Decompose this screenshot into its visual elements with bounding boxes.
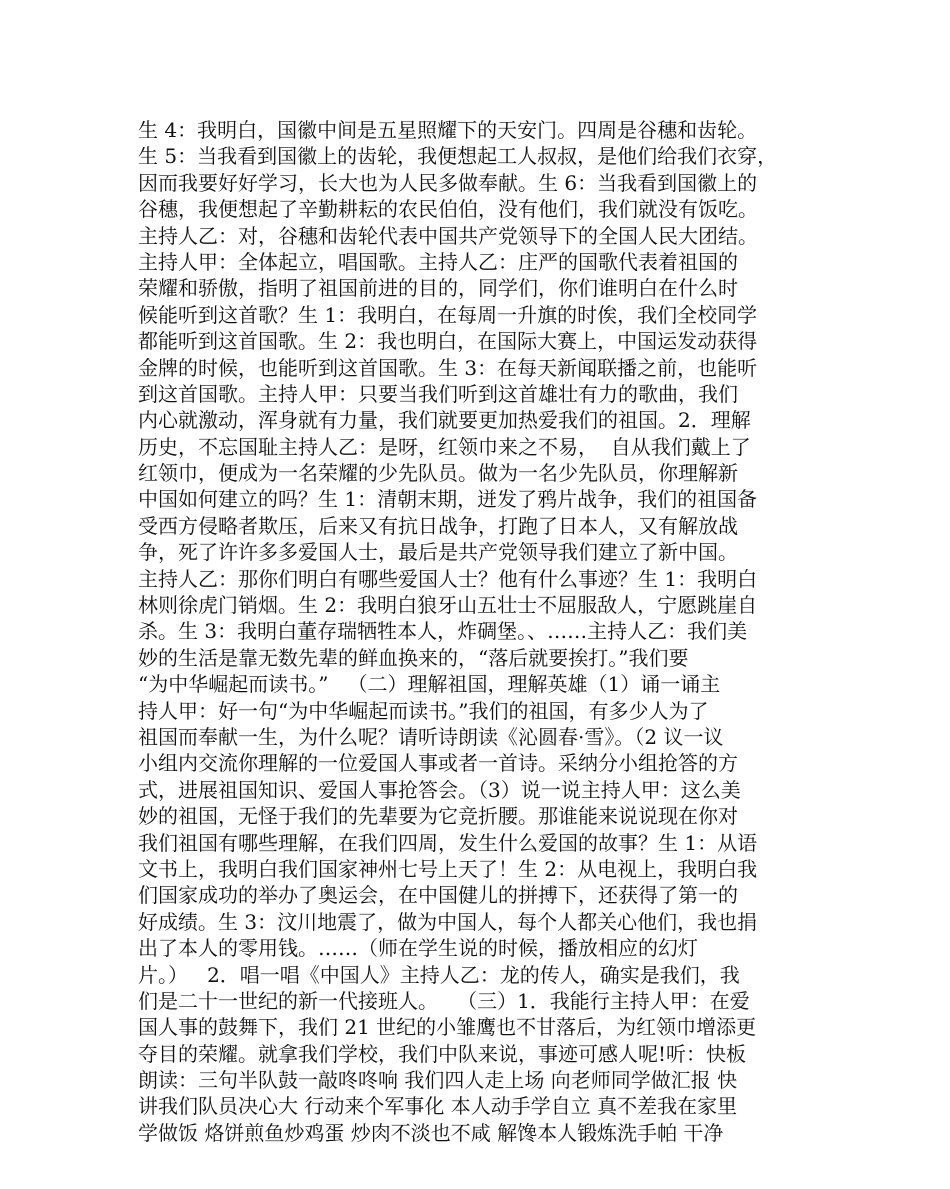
- text-line: 主持人乙：对，谷穗和齿轮代表中国共产党领导下的全国人民大团结。: [138, 223, 758, 248]
- text-line: 讲我们队员决心大 行动来个军事化 本人动手学自立 真不差我在家里: [138, 1094, 738, 1119]
- text-line: 到这首国歌。主持人甲：只要当我们听到这首雄壮有力的歌曲，我们: [138, 381, 738, 406]
- text-line: 生 4：我明白，国徽中间是五星照耀下的天安门。四周是谷穗和齿轮。: [138, 118, 758, 142]
- text-line: 小组内交流你理解的一位爱国人事或者一首诗。采纳分小组抢答的方: [138, 751, 738, 776]
- text-line: 杀。生 3：我明白董存瑞牺牲本人，炸碉堡。、……主持人乙：我们美: [138, 619, 748, 644]
- text-line: 候能听到这首歌？生 1：我明白，在每周一升旗的时俟，我们全校同学: [138, 302, 758, 327]
- text-line: 祖国而奉献一生，为什么呢？请听诗朗读《沁圆春·雪》。（2 议一议: [138, 724, 724, 749]
- text-line: 国人事的鼓舞下，我们 21 世纪的小雏鹰也不甘落后，为红领巾增添更: [138, 1015, 757, 1040]
- text-line: 夺目的荣耀。就拿我们学校，我们中队来说，事迹可感人呢!听：快板: [138, 1041, 747, 1066]
- text-line: 争，死了许许多多爱国人士，最后是共产党领导我们建立了新中国。: [138, 540, 738, 565]
- text-line: 妙的生活是靠无数先辈的鲜血换来的，“落后就要挨打。”我们要: [138, 645, 689, 670]
- text-line: 生 5：当我看到国徽上的齿轮，我便想起工人叔叔，是他们给我们衣穿，: [138, 144, 778, 169]
- text-line: 式，进展祖国知识、爱国人事抢答会。（3）说一说主持人甲：这么美: [138, 777, 741, 802]
- text-line: 片。） 2．唱一唱《中国人》主持人乙：龙的传人，确实是我们，我: [138, 962, 740, 987]
- text-line: 红领巾，便成为一名荣耀的少先队员。做为一名少先队员，你理解新: [138, 461, 738, 486]
- text-line: 们是二十一世纪的新一代接班人。 （三）1．我能行主持人甲：在爱: [138, 988, 750, 1013]
- text-line: 谷穗，我便想起了辛勤耕耘的农民伯伯，没有他们，我们就没有饭吃。: [138, 197, 758, 222]
- text-line: 林则徐虎门销烟。生 2：我明白狼牙山五壮士不屈服敌人，宁愿跳崖自: [138, 593, 758, 618]
- text-line: 金牌的时候，也能听到这首国歌。生 3：在每天新闻联播之前，也能听: [138, 355, 758, 380]
- text-line: 出了本人的零用钱。……（师在学生说的时候，播放相应的幻灯: [138, 936, 698, 961]
- text-line: 内心就激动，浑身就有力量，我们就要更加热爱我们的祖国。2．理解: [138, 408, 751, 433]
- text-line: 好成绩。生 3：汶川地震了，做为中国人，每个人都关心他们，我也捐: [138, 909, 758, 934]
- text-line: “为中华崛起而读书。” （二）理解祖国，理解英雄（1）诵一诵主: [138, 672, 721, 697]
- text-line: 主持人乙：那你们明白有哪些爱国人士？他有什么事迹？生 1：我明白: [138, 566, 758, 591]
- text-line: 受西方侵略者欺压，后来又有抗日战争，打跑了日本人，又有解放战: [138, 513, 738, 538]
- text-line: 持人甲：好一句“为中华崛起而读书。”我们的祖国，有多少人为了: [138, 698, 709, 723]
- text-line: 都能听到这首国歌。生 2：我也明白，在国际大赛上，中国运发动获得: [138, 329, 758, 354]
- text-line: 朗读：三句半队鼓一敲咚咚响 我们四人走上场 向老师同学做汇报 快: [138, 1068, 738, 1093]
- text-line: 中国如何建立的吗？生 1：清朝末期，迸发了鸦片战争，我们的祖国备: [138, 487, 758, 512]
- text-line: 历史，不忘国耻主持人乙：是呀，红领巾来之不易， 自从我们戴上了: [138, 434, 751, 459]
- text-line: 妙的祖国，无怪于我们的先辈要为它竞折腰。那谁能来说说现在你对: [138, 804, 738, 829]
- text-line: 们国家成功的举办了奥运会，在中国健儿的拼搏下，还获得了第一的: [138, 883, 738, 908]
- text-line: 文书上，我明白我们国家神州七号上天了！生 2：从电视上，我明白我: [138, 856, 758, 881]
- text-line: 学做饭 烙饼煎鱼炒鸡蛋 炒肉不淡也不咸 解馋本人锻炼洗手帕 干净: [138, 1120, 724, 1145]
- text-line: 因而我要好好学习，长大也为人民多做奉献。生 6：当我看到国徽上的: [138, 170, 758, 195]
- text-line: 我们祖国有哪些理解，在我们四周，发生什么爱国的故事？生 1：从语: [138, 830, 758, 855]
- text-line: 主持人甲：全体起立，唱国歌。主持人乙：庄严的国歌代表着祖国的: [138, 249, 738, 274]
- body-text: [138, 117, 828, 1146]
- text-line: 荣耀和骄傲，指明了祖国前进的目的，同学们，你们谁明白在什么时: [138, 276, 738, 301]
